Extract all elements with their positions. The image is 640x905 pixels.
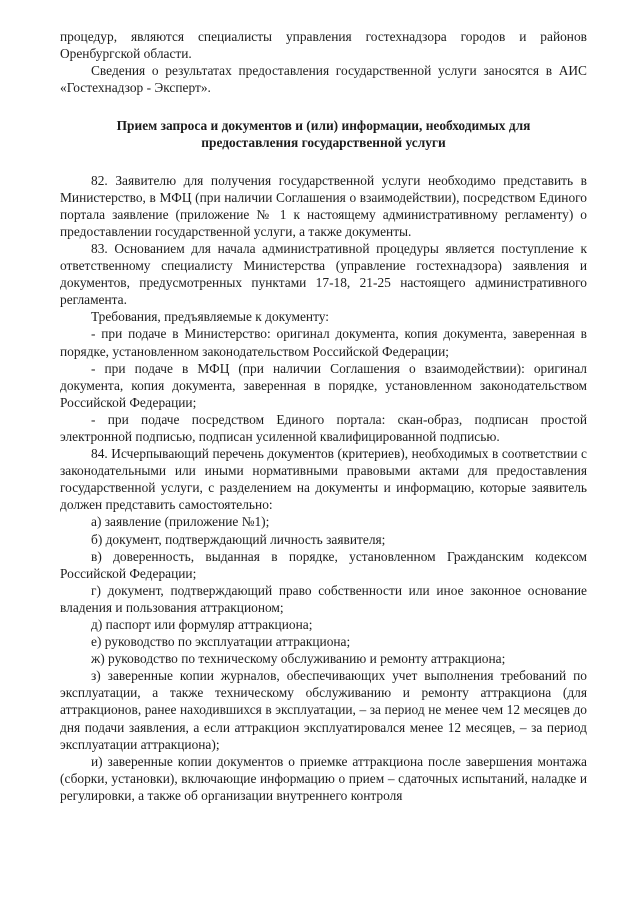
list-item-mfc: - при подаче в МФЦ (при наличии Соглашения о взаимодействии): оригинал документа, копия документа, заверенная в порядке, установленном законодательством Российской Федерации; [60, 360, 587, 410]
paragraph-83: 83. Основанием для начала административной процедуры является поступление к ответственному специалисту Министерства (управление гостехнадзора) заявления и документов, предусмотренных пунктами 17-18, 21-25 настоящего административного регламента. [60, 240, 587, 308]
paragraph-84: 84. Исчерпывающий перечень документов (критериев), необходимых в соответствии с законодательными или иными нормативными правовыми актами для предоставления государственной услуги, с разделением на документы и информацию, которые заявитель должен представить самостоятельно: [60, 446, 587, 513]
list-item-portal: - при подаче посредством Единого портала: скан-образ, подписан простой электронной подписью, подписан усиленной квалифицированной подписью. [60, 411, 587, 444]
list-item-e: е) руководство по эксплуатации аттракциона; [91, 634, 351, 650]
document-page [60, 28, 587, 804]
paragraph-requirements: Требования, предъявляемые к документу: [91, 309, 330, 325]
list-item-v: в) доверенность, выданная в порядке, установленном Гражданским кодексом Российской Федерации; [60, 548, 587, 581]
list-item-i: и) заверенные копии документов о приемке аттракциона после завершения монтажа (сборки, установки), включающие информацию о прием – сдаточных испытаний, наладке и регулировки, а также об организации внутреннего контроля [60, 753, 587, 803]
paragraph-ais-record: Сведения о результатах предоставления государственной услуги заносятся в АИС «Гостехнадзор - Эксперт». [60, 63, 587, 96]
list-item-b: б) документ, подтверждающий личность заявителя; [91, 531, 386, 547]
list-item-g: г) документ, подтверждающий право собственности или иное законное основание владения и пользования аттракционом; [60, 582, 587, 615]
list-item-ministry: - при подаче в Министерство: оригинал документа, копия документа, заверенная в порядке, установленном законодательством Российской Федерации; [60, 326, 587, 359]
list-item-z: з) заверенные копии журналов, обеспечивающих учет выполнения требований по эксплуатации, а также техническому обслуживанию и ремонту аттракциона (для аттракционов, ранее находившихся в эксплуатации, – за период не менее чем 12 месяцев до дня подачи заявления, а если аттракцион эксплуатировался менее 12 месяцев, – за период эксплуатации аттракциона); [60, 668, 587, 752]
paragraph-82: 82. Заявителю для получения государственной услуги необходимо представить в Министерство, в МФЦ (при наличии Соглашения о взаимодействии), посредством Единого портала заявление (приложение № 1 к настоящему административному регламенту) о предоставлении государственной услуги, а также документы. [60, 172, 587, 239]
list-item-zh: ж) руководство по техническому обслуживанию и ремонту аттракциона; [91, 651, 506, 667]
text-continuation: процедур, являются специалисты управления гостехнадзора городов и районов Оренбургской области. [60, 29, 587, 62]
list-item-a: а) заявление (приложение №1); [91, 514, 270, 530]
section-heading: Прием запроса и документов и (или) информации, необходимых для предоставления государственной услуги [116, 118, 531, 151]
list-item-d: д) паспорт или формуляр аттракциона; [91, 617, 313, 632]
